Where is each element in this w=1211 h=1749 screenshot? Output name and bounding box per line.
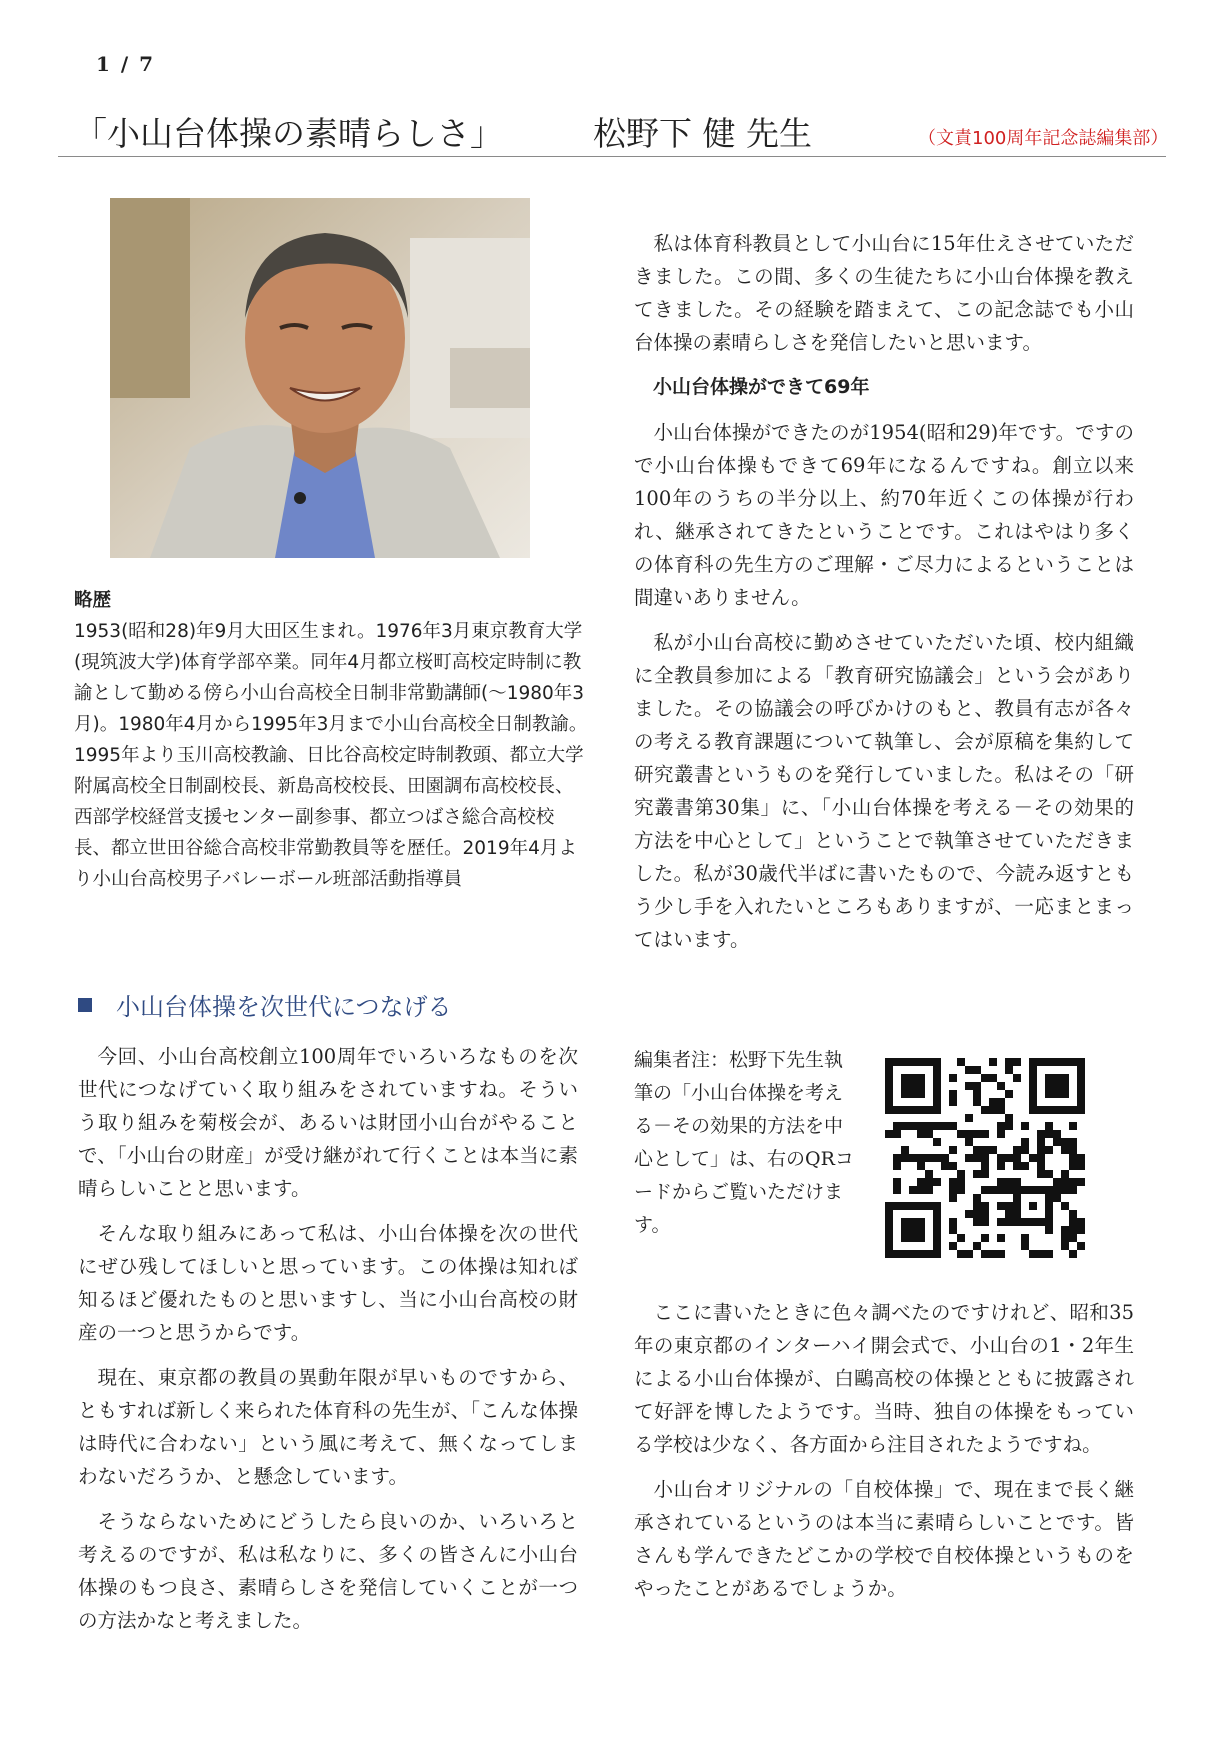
paragraph: そんな取り組みにあって私は、小山台体操を次の世代にぜひ残してほしいと思っています。この体操は知れば知るほど優れたものと思いますし、当に小山台高校の財産の一つと思うからです。 — [78, 1222, 578, 1344]
biography-heading: 略歴 — [74, 590, 112, 611]
page-title: 「小山台体操の素晴らしさ」 — [74, 114, 503, 153]
intro-paragraph: 私は体育科教員として小山台に15年仕えさせていただきました。この間、多くの生徒たちに小山台体操を教えてきました。その経験を踏まえて、この記念誌でも小山台体操の素晴らしさを発信したいと思います。 — [634, 232, 1134, 354]
page-number: 1 / 7 — [96, 52, 156, 76]
left-column — [78, 1040, 578, 1649]
editor-note: 編集者注：松野下先生執筆の「小山台体操を考える－その効果的方法を中心として」は、右のQRコードからご覧いただけます。 — [634, 1049, 854, 1236]
paragraph: そうならないためにどうしたら良いのか、いろいろと考えるのですが、私は私なりに、多くの皆さんに小山台体操のもつ良さ、素晴らしさを発信していくことが一つの方法かなと考えました。 — [78, 1510, 578, 1632]
qr-code[interactable] — [885, 1058, 1085, 1258]
paragraph: ここに書いたときに色々調べたのですけれど、昭和35年の東京都のインターハイ開会式で、小山台の1・2年生による小山台体操が、白鷗高校の体操とともに披露されて好評を博したようです。当時、独自の体操をもっている学校は少なく、各方面から注目されたようですね。 — [634, 1301, 1134, 1456]
biography-text: 1953(昭和28)年9月大田区生まれ。1976年3月東京教育大学(現筑波大学)体育学部卒業。同年4月都立桜町高校定時制に教諭として勤める傍ら小山台高校全日制非常勤講師(～1980年3月)。1980年4月から1995年3月まで小山台高校全日制教諭。1995年より玉川高校教諭、日比谷高校定時制教頭、都立大学附属高校全日制副校長、新島高校校長、田園調布高校校長、西部学校経営支援センター副参事、都立つばさ総合高校校長、都立世田谷総合高校非常勤教員等を歴任。2019年4月より小山台高校男子バレーボール班部活動指導員 — [74, 621, 588, 890]
subheading: 小山台体操ができて69年 — [653, 376, 870, 398]
portrait-photo — [110, 198, 530, 558]
paragraph: 小山台体操ができたのが1954(昭和29)年です。ですので小山台体操もできて69年になるんですね。創立以来100年のうちの半分以上、約70年近くこの体操が行われ、継承されてきたということです。これはやはり多くの体育科の先生方のご理解・ご尽力によるということは間違いありません。 — [634, 421, 1134, 609]
editorial-credit: （文責100周年記念誌編集部） — [918, 128, 1169, 149]
paragraph: 現在、東京都の教員の異動年限が早いものですから、ともすれば新しく来られた体育科の先生が、「こんな体操は時代に合わない」という風に考えて、無くなってしまわないだろうか、と懸念しています。 — [78, 1366, 578, 1488]
author-name: 松野下 健 先生 — [593, 114, 812, 153]
paragraph: 今回、小山台高校創立100周年でいろいろなものを次世代につなげていく取り組みをされていますね。そういう取り組みを菊桜会が、あるいは財団小山台がやることで、「小山台の財産」が受け継がれて行くことは本当に素晴らしいことと思います。 — [78, 1045, 578, 1200]
title-divider — [58, 156, 1166, 157]
right-column — [634, 227, 1134, 968]
right-column-lower — [634, 1296, 1134, 1617]
biography — [74, 585, 589, 895]
section-heading — [78, 987, 452, 1022]
paragraph: 小山台オリジナルの「自校体操」で、現在まで長く継承されているというのは本当に素晴らしいことです。皆さんも学んできたどこかの学校で自校体操というものをやったことがあるでしょうか。 — [634, 1478, 1134, 1600]
square-bullet-icon — [78, 998, 92, 1012]
section-heading-text: 小山台体操を次世代につなげる — [116, 993, 452, 1021]
paragraph: 私が小山台高校に勤めさせていただいた頃、校内組織に全教員参加による「教育研究協議会」という会がありました。その協議会の呼びかけのもと、教員有志が各々の考える教育課題について執筆し、会が原稿を集約して研究叢書というものを発行していました。私はその「研究叢書第30集」に、「小山台体操を考える－その効果的方法を中心として」ということで執筆させていただきました。私が30歳代半ばに書いたもので、今読み返すともう少し手を入れたいところもありますが、一応まとまってはいます。 — [634, 631, 1134, 951]
